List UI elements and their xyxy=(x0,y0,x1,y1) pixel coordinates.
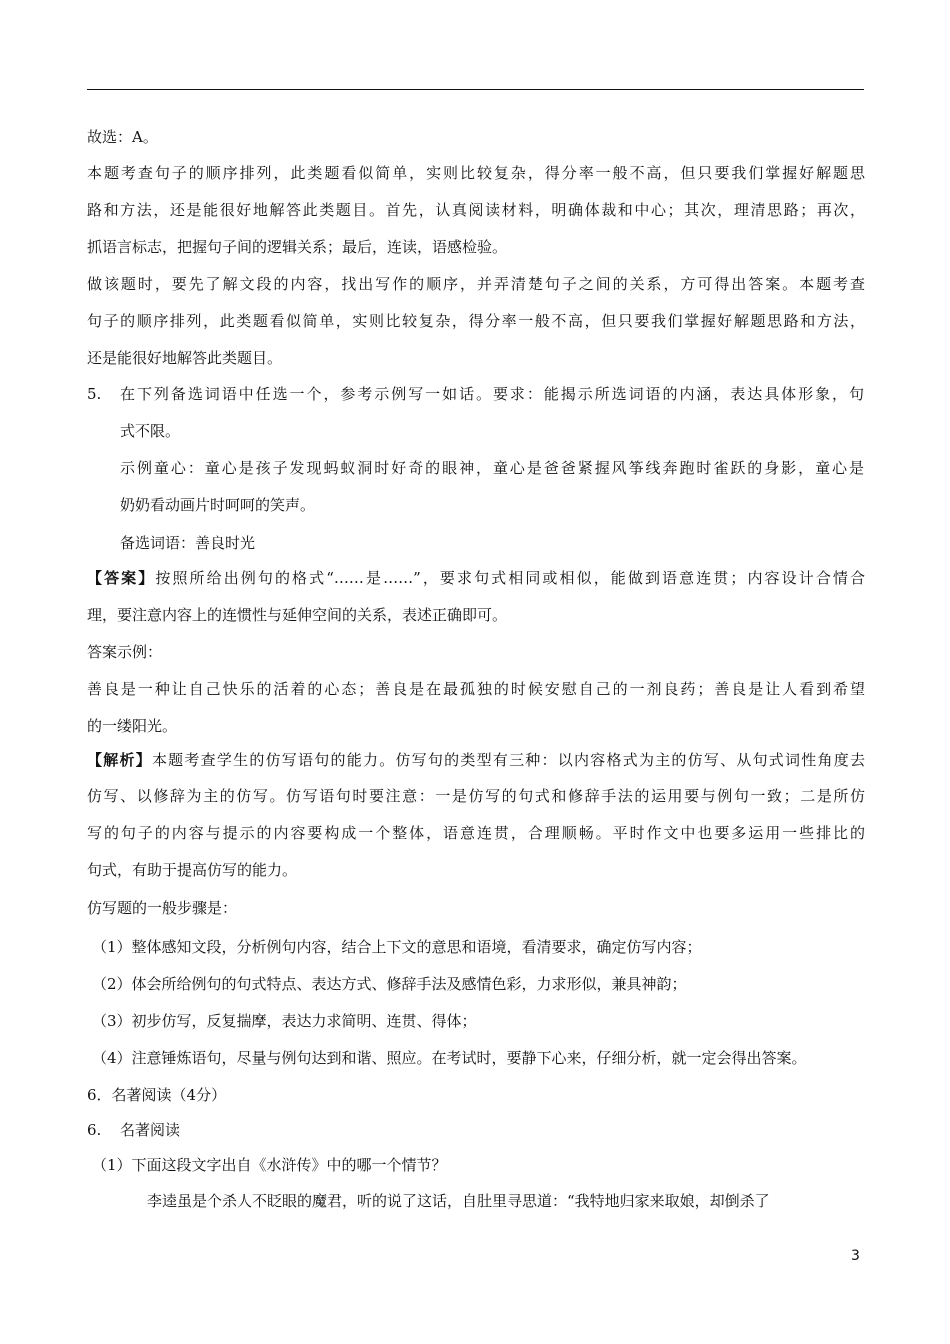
text-line: 句式，有助于提高仿写的能力。 xyxy=(87,861,298,879)
text-line: 故选：A。 xyxy=(87,128,158,146)
candidate-words: 备选词语：善良时光 xyxy=(120,534,256,552)
step-item: （2）体会所给例句的句式特点、表达方式、修辞手法及感情色彩，力求形似，兼具神韵； xyxy=(92,975,687,993)
header-rule xyxy=(87,89,864,90)
sub-question: （1）下面这段文字出自《水浒传》中的哪一个情节？ xyxy=(92,1156,447,1174)
question-5-number: 5. xyxy=(87,385,102,403)
question-5-prompt: 在下列备选词语中任选一个，参考示例写一如话。要求：能揭示所选词语的内涵，表达具体形象，句 xyxy=(120,385,864,403)
question-6-number: 6. xyxy=(87,1121,102,1139)
analysis-line: 【解析】本题考查学生的仿写语句的能力。仿写句的类型有三种：以内容格式为主的仿写、从句式词性角度去 xyxy=(87,751,865,769)
example-line: 奶奶看动画片时呵呵的笑声。 xyxy=(120,496,316,514)
text-line: 本题考查句子的顺序排列，此类题看似简单，实则比较复杂，得分率一般不高，但只要我们掌握好解题思 xyxy=(87,164,865,182)
step-item: （1）整体感知文段，分析例句内容，结合上下文的意思和语境，看清要求，确定仿写内容； xyxy=(92,938,702,956)
text-line: 句子的顺序排列，此类题看似简单，实则比较复杂，得分率一般不高，但只要我们掌握好解题思路和方法， xyxy=(87,312,865,330)
text-line: 答案示例： xyxy=(87,643,163,661)
example-line: 示例童心：童心是孩子发现蚂蚁洞时好奇的眼神，童心是爸爸紧握风筝线奔跑时雀跃的身影，童心是 xyxy=(120,459,864,477)
question-6-title: 名著阅读 xyxy=(120,1121,181,1139)
page-number: 3 xyxy=(851,1248,860,1264)
analysis-tag: 【解析】 xyxy=(87,751,152,769)
text-line: 写的句子的内容与提示的内容要构成一个整体，语意连贯，合理顺畅。平时作文中也要多运用一些排比的 xyxy=(87,824,865,842)
text-line: 式不限。 xyxy=(120,422,181,440)
step-item: （3）初步仿写，反复揣摩，表达力求简明、连贯、得体； xyxy=(92,1012,477,1030)
text-line: 仿写、以修辞为主的仿写。仿写语句时要注意：一是仿写的句式和修辞手法的运用要与例句一致；二是所仿 xyxy=(87,787,865,805)
step-item: （4）注意锤炼语句，尽量与例句达到和谐、照应。在考试时，要静下心来，仔细分析，就一定会得出答案。 xyxy=(92,1049,807,1067)
text-line: 路和方法，还是能很好地解答此类题目。首先，认真阅读材料，明确体裁和中心；其次，理清思路；再次， xyxy=(87,201,865,219)
text-line: 做该题时，要先了解文段的内容，找出写作的顺序，并弄清楚句子之间的关系，方可得出答案。本题考查 xyxy=(87,275,865,293)
text-line: 仿写题的一般步骤是： xyxy=(87,899,238,917)
quoted-passage: 李逵虽是个杀人不眨眼的魔君，听的说了这话，自肚里寻思道：“我特地归家来取娘，却倒杀了 xyxy=(147,1192,770,1210)
answer-line: 【答案】按照所给出例句的格式“……是……”，要求句式相同或相似，能做到语意连贯；内容设计合情合 xyxy=(87,569,865,587)
text-line: 理，要注意内容上的连惯性与延伸空间的关系，表述正确即可。 xyxy=(87,606,508,624)
text-line: 的一缕阳光。 xyxy=(87,717,178,735)
text-line: 还是能很好地解答此类题目。 xyxy=(87,349,283,367)
text-line: 抓语言标志，把握句子间的逻辑关系；最后，连读，语感检验。 xyxy=(87,238,508,256)
answer-tag: 【答案】 xyxy=(87,569,156,587)
text-line: 善良是一种让自己快乐的活着的心态；善良是在最孤独的时候安慰自己的一剂良药；善良是让人看到希望 xyxy=(87,680,865,698)
question-6-heading: 6．名著阅读（4分） xyxy=(87,1086,227,1104)
